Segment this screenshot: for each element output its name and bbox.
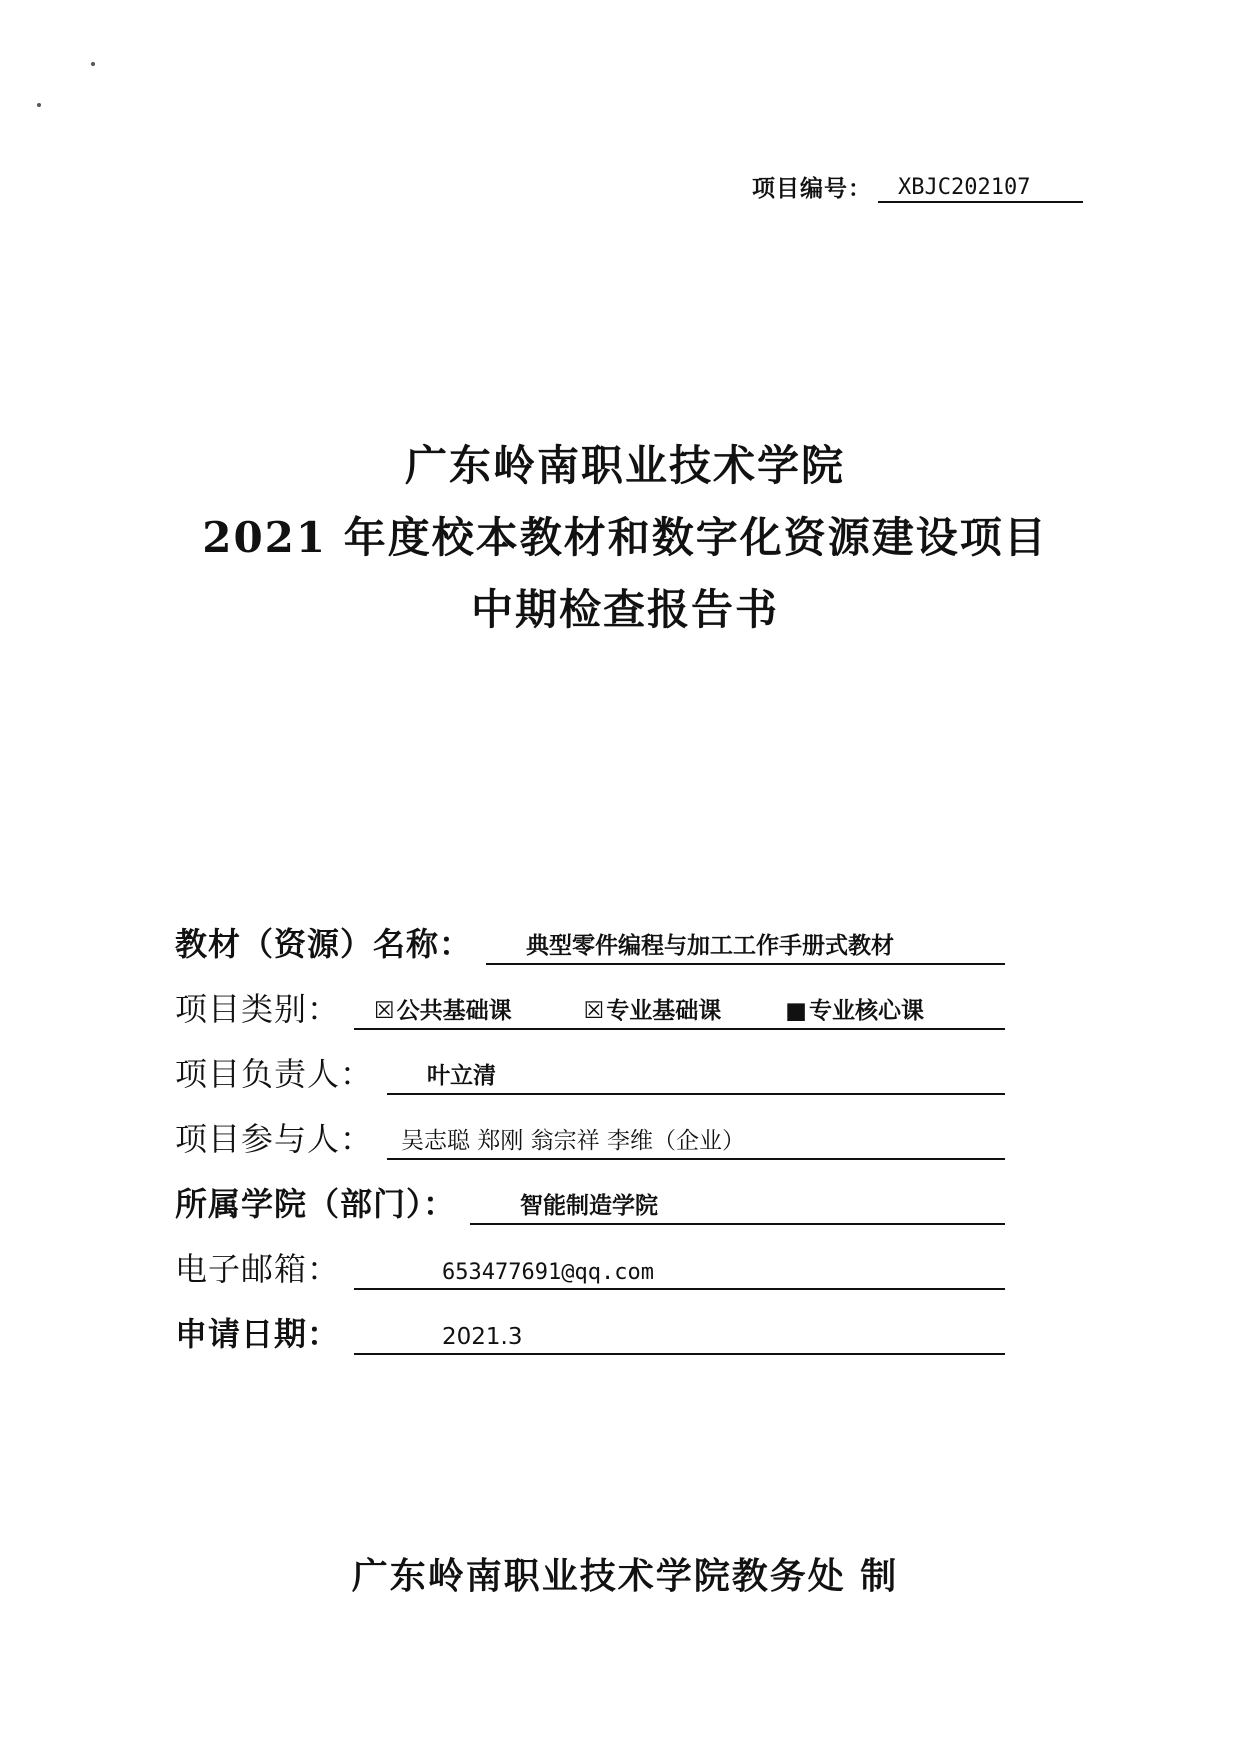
- category-major-basic: [584, 992, 722, 1025]
- scan-speck: [91, 62, 95, 66]
- form-row-name: [175, 900, 1005, 965]
- email-field: 653477691@qq.com: [354, 1260, 1005, 1290]
- scan-speck: [37, 103, 41, 107]
- participants-label: 项目参与人：: [175, 1120, 374, 1158]
- project-number: [752, 170, 1083, 203]
- form-row-category: [175, 965, 1005, 1030]
- dept-field: 智能制造学院: [470, 1187, 1005, 1225]
- category-field: [354, 992, 1005, 1030]
- form-row-date: [175, 1290, 1005, 1355]
- info-form: [175, 900, 1005, 1355]
- leader-label: 项目负责人：: [175, 1055, 374, 1093]
- category-label-text: 专业核心课: [809, 998, 925, 1024]
- date-label: 申请日期：: [175, 1315, 341, 1353]
- form-row-email: [175, 1225, 1005, 1290]
- category-label: 项目类别：: [175, 990, 341, 1028]
- checkbox-icon: ☒: [583, 998, 605, 1024]
- project-number-label: 项目编号：: [752, 176, 872, 202]
- date-field: 2021.3: [354, 1324, 1005, 1355]
- form-row-dept: [175, 1160, 1005, 1225]
- form-row-leader: [175, 1030, 1005, 1095]
- title-line-2: 2021 年度校本教材和数字化资源建设项目: [202, 513, 1048, 562]
- form-row-participants: [175, 1095, 1005, 1160]
- issuer-footer: 广东岭南职业技术学院教务处 制: [351, 1555, 899, 1597]
- name-field: 典型零件编程与加工工作手册式教材: [486, 927, 1005, 965]
- title-line-1: 广东岭南职业技术学院: [404, 441, 845, 490]
- name-label: 教材（资源）名称：: [175, 925, 473, 963]
- title-line-3: 中期检查报告书: [470, 585, 779, 634]
- project-number-value: XBJC202107: [878, 175, 1083, 203]
- email-label: 电子邮箱：: [175, 1250, 341, 1288]
- document-title: [0, 430, 1250, 646]
- category-public-basic: [374, 992, 512, 1025]
- checked-square-icon: ■: [785, 998, 808, 1024]
- category-label-text: 公共基础课: [396, 998, 512, 1024]
- leader-field: 叶立清: [387, 1057, 1005, 1095]
- dept-label: 所属学院（部门）：: [175, 1185, 457, 1223]
- category-major-core: [785, 992, 924, 1025]
- checkbox-icon: ☒: [374, 998, 395, 1024]
- category-label-text: 专业基础课: [606, 998, 722, 1024]
- participants-field: 吴志聪 郑刚 翁宗祥 李维（企业）: [387, 1122, 1005, 1160]
